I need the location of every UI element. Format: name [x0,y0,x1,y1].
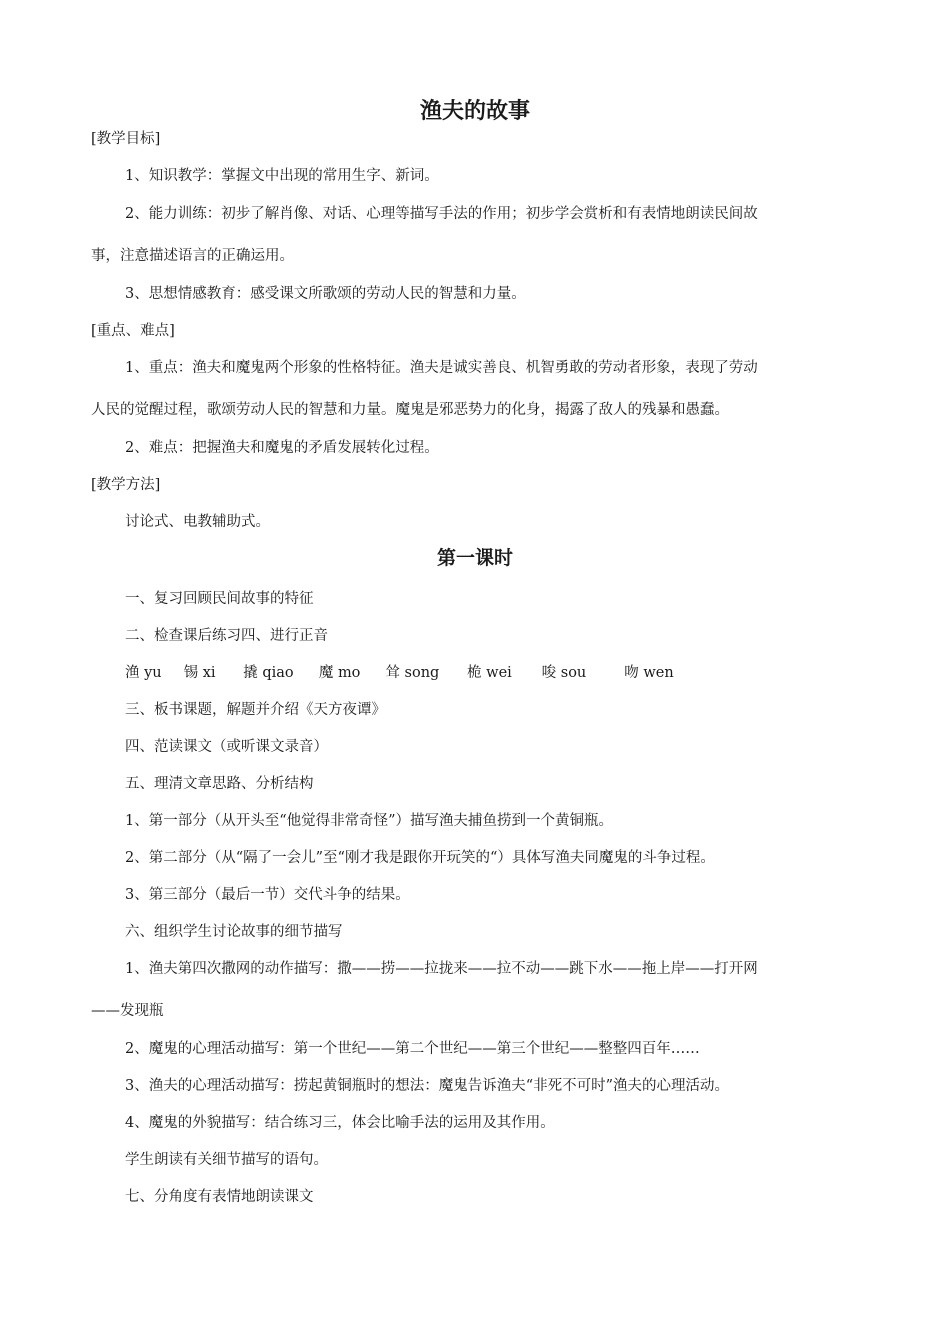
section-header-goals: [教学目标] [91,131,161,147]
lesson-title: 第一课时 [436,547,513,569]
detail-4: 4、魔鬼的外貌描写：结合练习三，体会比喻手法的运用及其作用。 [125,1115,555,1131]
detail-1: 1、渔夫第四次撒网的动作描写：撒——捞——拉拢来——拉不动——跳下水——拖上岸——打开网 [125,961,758,977]
section-header-key: [重点、难点] [91,323,175,339]
paragraph-goal-2: 2、能力训练：初步了解肖像、对话、心理等描写手法的作用；初步学会赏析和有表情地朗读民间故 [125,206,758,222]
pinyin-item: 桅 wei [467,665,512,681]
detail-3: 3、渔夫的心理活动描写：捞起黄铜瓶时的想法：魔鬼告诉渔夫“非死不可时”渔夫的心理活动。 [125,1078,730,1094]
paragraph-key-2: 2、难点：把握渔夫和魔鬼的矛盾发展转化过程。 [125,440,439,456]
pinyin-item: 渔 yu [125,665,162,681]
step-3: 三、板书课题，解题并介绍《天方夜谭》 [125,702,386,718]
part-1: 1、第一部分（从开头至“他觉得非常奇怪”）描写渔夫捕鱼捞到一个黄铜瓶。 [125,813,614,829]
pinyin-item: 撬 qiao [243,665,294,681]
paragraph-method-1: 讨论式、电教辅助式。 [125,514,270,530]
step-4: 四、范读课文（或听课文录音） [125,739,328,755]
pinyin-item: 耸 song [385,665,440,681]
paragraph-key-1-cont: 人民的觉醒过程，歌颂劳动人民的智慧和力量。魔鬼是邪恶势力的化身，揭露了敌人的残暴和愚蠢。 [91,402,729,418]
pinyin-item: 唆 sou [541,665,587,681]
step-7: 七、分角度有表情地朗读课文 [125,1189,314,1205]
pinyin-item: 吻 wen [624,665,674,681]
step-5: 五、理清文章思路、分析结构 [125,776,314,792]
paragraph-goal-3: 3、思想情感教育：感受课文所歌颂的劳动人民的智慧和力量。 [125,286,526,302]
step-6: 六、组织学生讨论故事的细节描写 [125,924,343,940]
detail-2: 2、魔鬼的心理活动描写：第一个世纪——第二个世纪——第三个世纪——整整四百年…… [125,1041,700,1057]
pinyin-list [125,662,674,684]
part-3: 3、第三部分（最后一节）交代斗争的结果。 [125,887,410,903]
detail-1-cont: ——发现瓶 [91,1003,164,1019]
page-title: 渔夫的故事 [419,99,530,124]
step-2: 二、检查课后练习四、进行正音 [125,628,328,644]
pinyin-item: 锡 xi [183,665,216,681]
part-2: 2、第二部分（从“隔了一会儿”至“刚才我是跟你开玩笑的“）具体写渔夫同魔鬼的斗争过程。 [125,850,715,866]
section-header-method: [教学方法] [91,477,161,493]
paragraph-goal-1: 1、知识教学：掌握文中出现的常用生字、新词。 [125,168,439,184]
paragraph-key-1: 1、重点：渔夫和魔鬼两个形象的性格特征。渔夫是诚实善良、机智勇敢的劳动者形象，表现了劳动 [125,360,758,376]
step-1: 一、复习回顾民间故事的特征 [125,591,314,607]
paragraph-goal-2-cont: 事，注意描述语言的正确运用。 [91,248,294,264]
pinyin-item: 魔 mo [318,665,361,681]
detail-5: 学生朗读有关细节描写的语句。 [125,1152,328,1168]
